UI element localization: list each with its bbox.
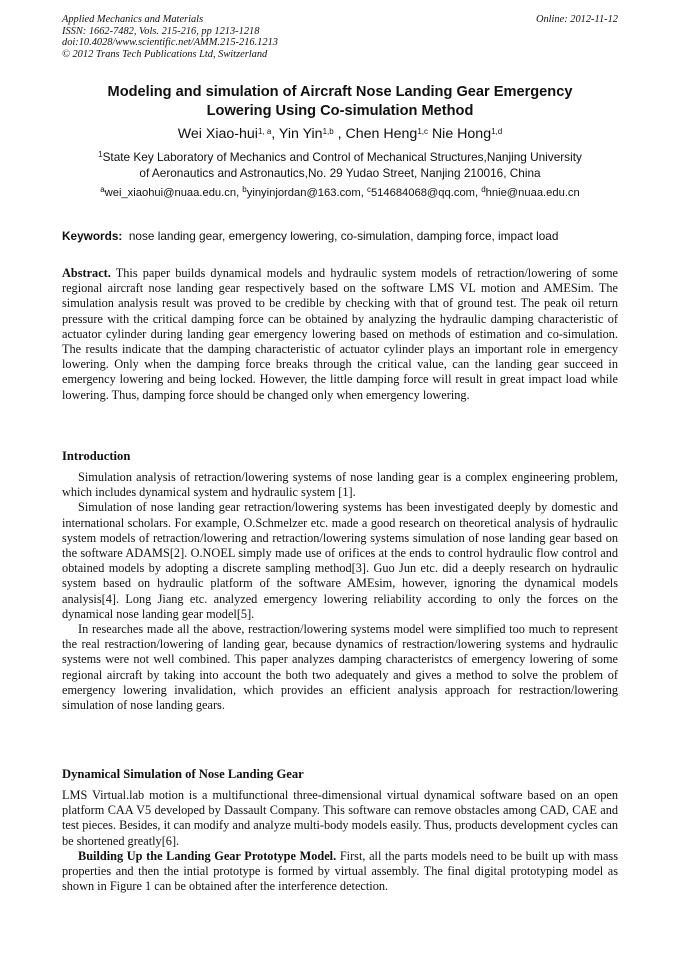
abstract-text: This paper builds dynamical models and hydraulic system models of retraction/lowering of some regional aircraft nose landing gear respectively based on the software LMS VL motion and AMESim. The simulation analysis result was proved to be credible by checking with that of ground test. The peak oil return pressure with the critical damping force can be obtained by analyzing the hydraulic damping characteristic of actuator cylinder during landing gear emergency lowering based on methods of estimation and co-simulation. The results indicate that the damping characteristic of actuator cylinder plays an important role in emergency lowering. Only when the damping force breaks through the critical value, can the landing gear succeed in emergency lowering and being locked. However, the little damping force will result in great impact load while lowering. Thus, damping force should be changed only when emergency lowering. [62, 266, 618, 402]
author-emails [62, 186, 618, 200]
title-line-2: Lowering Using Co-simulation Method [206, 103, 474, 119]
author-sup: 1,b [322, 127, 334, 136]
affiliation-sup: 1 [98, 150, 103, 159]
intro-paragraph: Simulation analysis of retraction/lowering systems of nose landing gear is a complex engineering problem, which includes dynamical system and hydraulic system [1]. [62, 470, 618, 500]
doi-line: doi:10.4028/www.scientific.net/AMM.215-216.1213 [62, 37, 278, 49]
email-sep: , [474, 187, 482, 199]
affiliation-line-2: of Aeronautics and Astronautics,No. 29 Yudao Street, Nanjing 210016, China [139, 165, 541, 180]
email-link[interactable]: 514684068@qq.com [370, 187, 475, 199]
email-sup: b [242, 185, 247, 194]
copyright-line: © 2012 Trans Tech Publications Ltd, Switzerland [62, 48, 268, 60]
dynamical-body [62, 788, 618, 894]
subsection-text: First, all the parts models need to be built up with mass properties and then the intial prototype is formed by virtual assembly. The final digital prototyping model as shown in Figure 1 can be obtained after the interference detection. [62, 848, 618, 894]
affiliation-line-1: State Key Laboratory of Mechanics and Control of Mechanical Structures,Nanjing University [102, 150, 582, 164]
email-link[interactable]: yinyinjordan@163.com [246, 187, 361, 199]
email-sup: a [100, 185, 105, 194]
keywords-label: Keywords: [62, 229, 123, 243]
journal-name: Applied Mechanics and Materials [62, 14, 204, 25]
keywords [62, 229, 618, 244]
email-sep: , [236, 187, 243, 199]
journal-header [62, 14, 618, 60]
intro-paragraph: Simulation of nose landing gear retraction/lowering systems has been investigated deeply by domestic and international scholars. For example, O.Schmelzer etc. made a good research on theoretical analysis of hydraulic system models of retraction/lowering and retraction/lowering systems simulation of nose landing gear based on the software ADAMS[2]. O.NOEL simply made use of orifices at the ends to control hydraulic flow control and obtained models by adopting a discrete sampling method[3]. Guo Jun etc. did a deeply research on hydraulic system based on hydraulic platform of the software AMEsim, however, ignoring the dynamical models analysis[4]. Long Jiang etc. analyzed emergency lowering reliability according to only the forces on the dynamical nose landing gear model[5]. [62, 500, 618, 621]
introduction-heading: Introduction [62, 449, 131, 463]
affiliation [62, 150, 618, 181]
paper-title [62, 83, 618, 121]
abstract-label: Abstract. [62, 266, 111, 280]
abstract [62, 266, 618, 403]
intro-paragraph: In researches made all the above, restraction/lowering systems model were simplified too much to represent the real restraction/lowering of landing gear, because dynamics of restraction/lowering systems and hydraulic systems were not well combined. This paper analyzes damping characteristcs of emergency lowering of some regional aircraft by taking into account the both two adequately and gives a method to solve the problem of emergency lowering invalidation, which provides an efficient analysis approach for restraction/lowering simulation of nose landing gears. [62, 622, 618, 713]
author-list [62, 125, 618, 143]
author-sep: , [333, 126, 346, 142]
online-date: Online: 2012-11-12 [535, 14, 618, 25]
email-sup: d [481, 185, 486, 194]
dynamical-heading: Dynamical Simulation of Nose Landing Gear [62, 767, 304, 781]
dynamical-paragraph: LMS Virtual.lab motion is a multifunctional three-dimensional virtual dynamical software based on an open platform CAA V5 developed by Dassault Company. This software can remove obstacles among CAD, CAE and test pieces. Besides, it can modify and analyze multi-body models easily. Thus, products development cycles can be shortened greatly[6]. [62, 788, 618, 848]
author-sup: 1,d [491, 127, 503, 136]
keywords-text: nose landing gear, emergency lowering, co-simulation, damping force, impact load [128, 229, 559, 243]
author-sep: , [271, 126, 279, 142]
issn-line: ISSN: 1662-7482, Vols. 215-216, pp 1213-1218 [62, 25, 260, 37]
author-name: Yin Yin [278, 126, 323, 142]
email-sup: c [366, 185, 371, 194]
introduction-body [62, 470, 618, 713]
author-sup: 1,c [417, 127, 428, 136]
subsection-title: Building Up the Landing Gear Prototype Model. [78, 848, 337, 863]
dynamical-paragraph-2 [62, 849, 618, 895]
email-sep: , [360, 187, 367, 199]
author-sup: 1, a [257, 127, 272, 136]
author-name: Wei Xiao-hui [177, 126, 258, 142]
email-link[interactable]: hnie@nuaa.edu.cn [485, 187, 580, 199]
email-link[interactable]: wei_xiaohui@nuaa.edu.cn [104, 187, 237, 199]
author-name: Nie Hong [431, 126, 492, 142]
title-line-1: Modeling and simulation of Aircraft Nose Landing Gear Emergency [107, 84, 573, 100]
author-name: Chen Heng [345, 126, 418, 142]
